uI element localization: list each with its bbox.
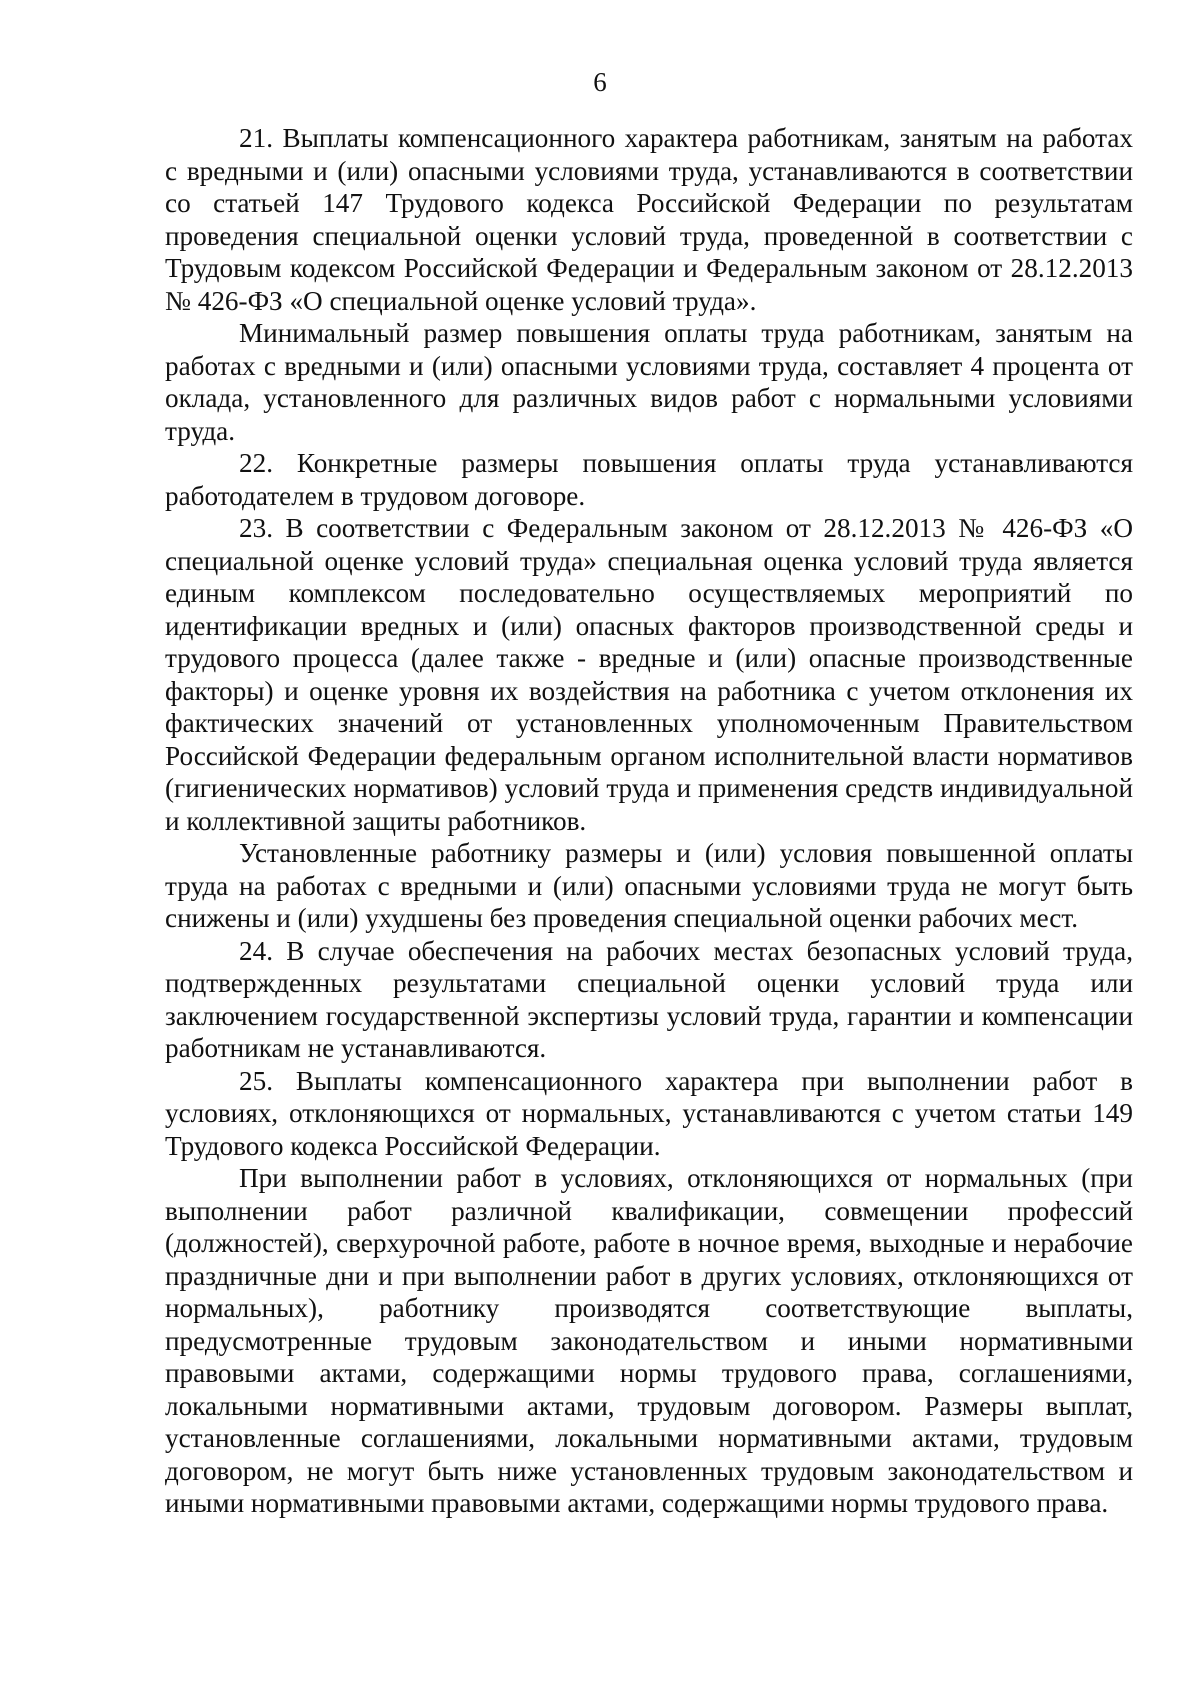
paragraph-21: 21. Выплаты компенсационного характера работникам, занятым на работах с вредными и (или) опасными условиями труда, устанавливаются в соответствии со статьей 147 Трудового кодекса Российской Федерации по результатам проведения специальной оценки условий труда, проведенной в соответствии с Трудовым кодексом Российской Федерации и Федеральным законом от 28.12.2013 № 426-ФЗ «О специальной оценке условий труда». [165,123,1133,316]
paragraph-21-minimum-increase: Минимальный размер повышения оплаты труда работникам, занятым на работах с вредными и (или) опасными условиями труда, составляет 4 процента от оклада, установленного для различных видов работ с нормальными условиями труда. [165,318,1133,446]
paragraph-23-conditions: Установленные работнику размеры и (или) условия повышенной оплаты труда на работах с вредными и (или) опасными условиями труда не могут быть снижены и (или) ухудшены без проведения специальной оценки рабочих мест. [165,838,1133,933]
paragraph-22: 22. Конкретные размеры повышения оплаты труда устанавливаются работодателем в трудовом договоре. [165,448,1133,511]
paragraph-23: 23. В соответствии с Федеральным законом от 28.12.2013 № 426-ФЗ «О специальной оценке условий труда» специальная оценка условий труда является единым комплексом последовательно осуществляемых мероприятий по идентификации вредных и (или) опасных факторов производственной среды и трудового процесса (далее также - вредные и (или) опасные производственные факторы) и оценке уровня их воздействия на работника с учетом отклонения их фактических значений от установленных уполномоченным Правительством Российской Федерации федеральным органом исполнительной власти нормативов (гигиенических нормативов) условий труда и применения средств индивидуальной и коллективной защиты работников. [165,513,1133,836]
paragraph-25-deviating-conditions: При выполнении работ в условиях, отклоняющихся от нормальных (при выполнении работ различной квалификации, совмещении профессий (должностей), сверхурочной работе, работе в ночное время, выходные и нерабочие праздничные дни и при выполнении работ в других условиях, отклоняющихся от нормальных), работнику производятся соответствующие выплаты, предусмотренные трудовым законодательством и иными нормативными правовыми актами, содержащими нормы трудового права, соглашениями, локальными нормативными актами, трудовым договором. Размеры выплат, установленные соглашениями, локальными нормативными актами, трудовым договором, не могут быть ниже установленных трудовым законодательством и иными нормативными правовыми актами, содержащими нормы трудового права. [165,1163,1133,1518]
paragraph-25: 25. Выплаты компенсационного характера при выполнении работ в условиях, отклоняющихся от нормальных, устанавливаются с учетом статьи 149 Трудового кодекса Российской Федерации. [165,1065,1133,1161]
document-body [165,122,1133,1520]
page-number: 6 [593,67,607,97]
paragraph-24: 24. В случае обеспечения на рабочих местах безопасных условий труда, подтвержденных результатами специальной оценки условий труда или заключением государственной экспертизы условий труда, гарантии и компенсации работникам не устанавливаются. [165,935,1133,1063]
